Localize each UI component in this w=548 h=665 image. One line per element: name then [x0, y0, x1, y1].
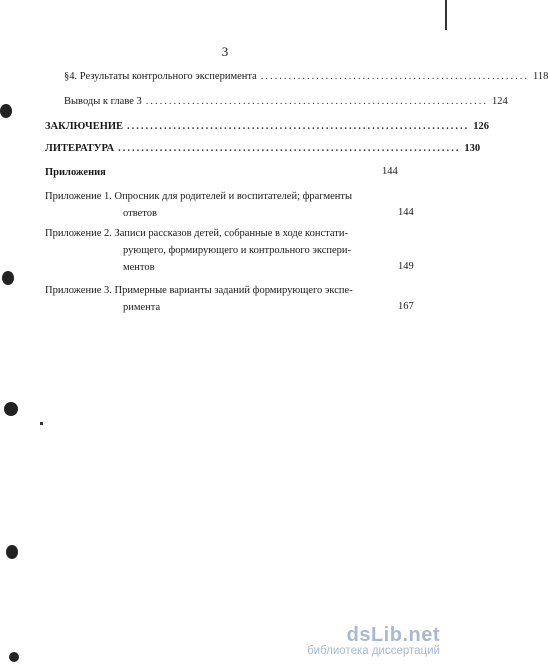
appendix-heading-page: 144	[382, 166, 398, 177]
leader-dots: ..........................................................................	[118, 143, 461, 154]
punch-hole-mark	[4, 402, 18, 416]
punch-hole-mark	[0, 104, 12, 118]
page-number: 3	[221, 44, 229, 59]
punch-hole-mark	[6, 545, 18, 559]
appendix-line: Приложение 3. Примерные варианты заданий формирующего экспе-	[45, 285, 353, 296]
appendix-entry-3[interactable]	[45, 282, 393, 316]
toc-entry-page: 124	[492, 96, 508, 107]
leader-dots: ..........................................................................	[145, 96, 488, 107]
toc-entry-label: ЛИТЕРАТУРА	[45, 143, 115, 154]
appendix-page: 167	[398, 301, 414, 312]
toc-entry-page: 130	[464, 143, 481, 154]
toc-entry-literature[interactable]	[45, 143, 481, 154]
appendix-page: 149	[398, 261, 414, 272]
toc-entry-results[interactable]	[64, 71, 548, 82]
dslib-watermark	[307, 624, 440, 657]
toc-entry-conclusion[interactable]	[45, 121, 490, 132]
toc-entry-label: ЗАКЛЮЧЕНИЕ	[45, 121, 124, 132]
appendix-entry-2[interactable]	[45, 225, 393, 276]
toc-entry-page: 118	[533, 71, 548, 82]
appendix-line: римента	[123, 302, 161, 313]
toc-entry-label: §4. Результаты контрольного эксперимента	[64, 71, 257, 82]
appendix-line: ответов	[123, 208, 157, 219]
punch-hole-mark	[2, 271, 14, 285]
scan-dot-mark	[40, 422, 43, 425]
appendix-line: Приложение 2. Записи рассказов детей, собранные в ходе констати-	[45, 228, 348, 239]
appendix-page: 144	[398, 207, 414, 218]
toc-entry-conclusions-chapter-3[interactable]	[64, 96, 508, 107]
toc-entry-label: Выводы к главе 3	[64, 96, 142, 107]
toc-entry-page: 126	[473, 121, 490, 132]
watermark-logo: dsLib.net	[346, 624, 440, 646]
appendix-line: ментов	[123, 262, 155, 273]
watermark-subtitle: библиотека диссертаций	[307, 645, 440, 657]
appendix-heading[interactable]	[45, 164, 106, 181]
punch-hole-mark	[9, 652, 19, 662]
leader-dots: ..........................................................................	[127, 121, 470, 132]
appendix-heading-label: Приложения	[45, 167, 106, 178]
appendix-entry-1[interactable]	[45, 188, 393, 222]
appendix-line: Приложение 1. Опросник для родителей и воспитателей; фрагменты	[45, 191, 353, 202]
scan-line-mark	[445, 0, 447, 30]
appendix-line: рующего, формирующего и контрольного экспери-	[123, 245, 352, 256]
leader-dots: ..........................................................	[260, 71, 529, 82]
